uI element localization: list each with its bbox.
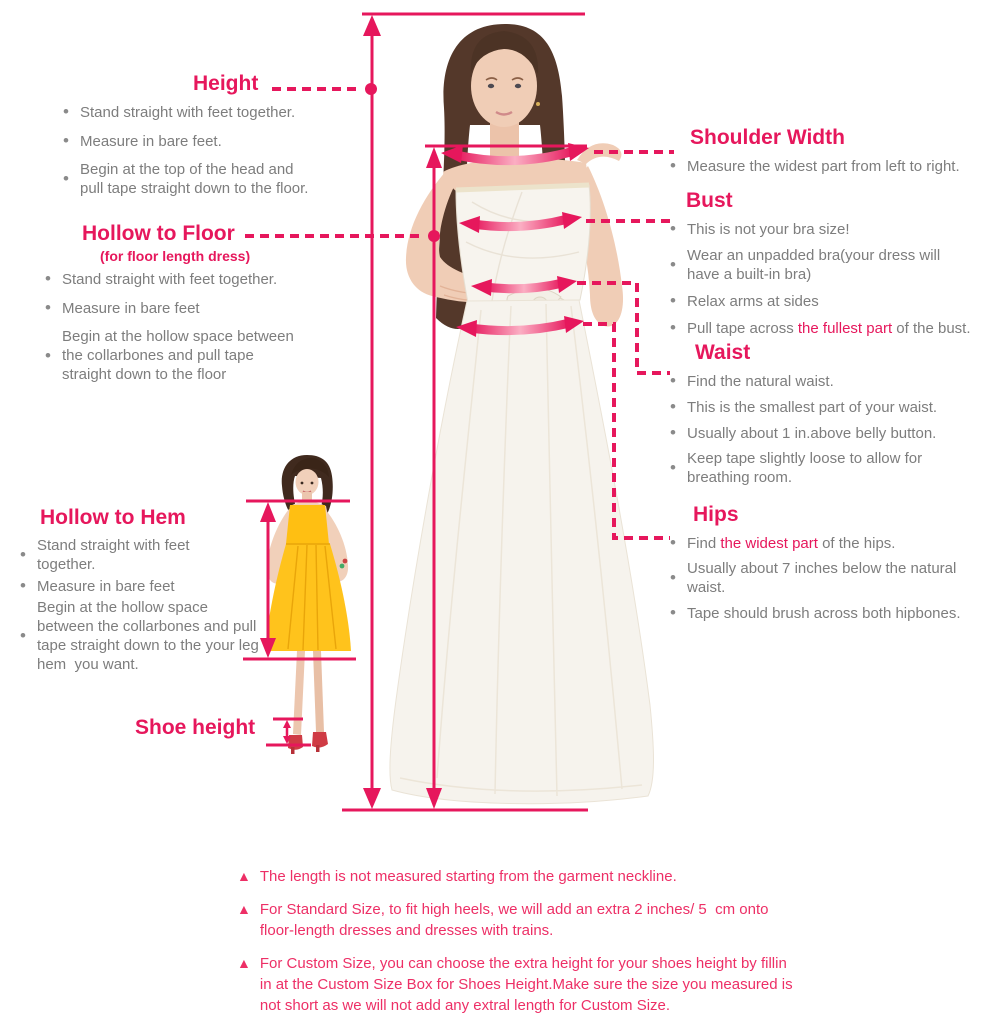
section-waist-bullets (670, 371, 998, 487)
bullet-text (687, 292, 819, 311)
section-shoulder-width-title: Shoulder Width (690, 126, 845, 149)
bullet-text (37, 598, 259, 674)
section-hollow-to-hem (20, 506, 282, 674)
bullet-item (670, 449, 998, 487)
bullet-text (62, 327, 294, 384)
waist-arrow (471, 276, 577, 296)
section-hollow-to-floor-bullets (45, 269, 357, 384)
text-segment: Measure the widest part from left to right. (687, 157, 960, 175)
bullet-item (670, 246, 998, 284)
text-segment: hem you want. (37, 656, 139, 673)
bullet-item (20, 536, 282, 574)
note-text (260, 953, 793, 1016)
bullet-dot-icon: • (670, 458, 676, 477)
section-hips-bullets (670, 533, 998, 623)
bullet-dot-icon: • (670, 533, 676, 552)
bullet-text (62, 299, 200, 318)
note-item (237, 866, 837, 887)
bullet-dot-icon: • (670, 219, 676, 238)
bullet-item (20, 598, 282, 674)
bullet-item (63, 102, 363, 122)
text-segment: Keep tape slightly loose to allow for (687, 450, 923, 467)
bust-arrow (459, 212, 582, 233)
bullet-item (670, 397, 998, 417)
bullet-dot-icon: • (20, 545, 26, 564)
note-text (260, 899, 769, 941)
section-height (63, 72, 363, 198)
section-shoe-height-title: Shoe height (135, 716, 256, 739)
text-segment: For Standard Size, to fit high heels, we will add an extra 2 inches/ 5 cm onto (259, 901, 769, 918)
text-segment: Stand straight with feet together. (62, 270, 278, 288)
text-segment: tape straight down to the your leg (37, 637, 259, 654)
text-segment: floor-length dresses and dresses with trains. (259, 922, 554, 939)
text-segment: Wear an unpadded bra(your dress will (687, 247, 941, 264)
bullet-dot-icon: • (63, 102, 69, 121)
section-shoe-height (135, 716, 255, 746)
bullet-dot-icon: • (63, 131, 69, 150)
text-segment: waist. (687, 579, 726, 596)
section-bust (670, 189, 998, 338)
section-hollow-to-floor (45, 222, 357, 384)
text-segment: Usually about 7 inches below the natural (687, 560, 957, 577)
note-item (237, 899, 837, 941)
bullet-item (45, 269, 357, 289)
text-segment: not short as we will not add any extral length for Custom Size. (259, 997, 671, 1014)
text-segment: breathing room. (687, 469, 793, 486)
highlighted-text: the widest part (720, 534, 818, 552)
bullet-item (670, 291, 998, 311)
text-segment: the collarbones and pull tape (62, 347, 254, 364)
bullet-text (37, 577, 175, 596)
warning-triangle-icon: ▲ (237, 868, 251, 884)
section-hips-title: Hips (693, 503, 739, 526)
bullet-dot-icon: • (63, 169, 69, 188)
text-segment: Measure in bare feet (62, 299, 200, 317)
bullet-dot-icon: • (670, 603, 676, 622)
bullet-item (63, 131, 363, 151)
text-segment: Measure in bare feet. (80, 132, 222, 150)
section-shoulder-width (670, 126, 998, 176)
shoulder-width-arrow (441, 143, 589, 163)
section-hollow-to-floor-title: Hollow to Floor (82, 222, 235, 245)
text-segment: This is not your bra size! (687, 220, 850, 238)
model-photo-main (390, 24, 654, 804)
waist-connector (577, 283, 670, 373)
bullet-text (687, 604, 961, 623)
text-segment: straight down to the floor (62, 366, 227, 383)
bullet-text (80, 132, 222, 151)
bullet-dot-icon: • (20, 576, 26, 595)
text-segment: Usually about 1 in.above belly button. (687, 424, 937, 442)
bullet-dot-icon: • (45, 298, 51, 317)
text-segment: of the bust. (892, 319, 971, 337)
text-segment: between the collarbones and pull (37, 618, 257, 635)
bullet-item (670, 533, 998, 553)
bullet-item (670, 318, 998, 338)
bullet-dot-icon: • (670, 156, 676, 175)
footer-notes (237, 866, 837, 1016)
section-shoulder-width-bullets (670, 156, 998, 176)
shoe-height-mark (266, 719, 311, 745)
bullet-item (670, 423, 998, 443)
section-bust-title: Bust (686, 189, 733, 212)
text-segment: Relax arms at sides (687, 292, 819, 310)
bullet-item (670, 371, 998, 391)
height-connector-dot (365, 83, 377, 95)
section-hollow-to-floor-subtitle: (for floor length dress) (100, 248, 251, 264)
text-segment: of the hips. (817, 534, 896, 552)
bullet-item (45, 327, 357, 384)
bullet-dot-icon: • (670, 568, 676, 587)
bullet-text (687, 424, 936, 443)
bullet-item (63, 160, 363, 198)
bullet-item (670, 603, 998, 623)
bullet-dot-icon: • (20, 626, 26, 645)
bullet-text (80, 160, 308, 198)
bullet-text (37, 536, 190, 574)
section-height-bullets (63, 102, 363, 198)
section-hips (670, 503, 998, 623)
bullet-text (687, 372, 834, 391)
text-segment: in at the Custom Size Box for Shoes Height.Make sure the size you measured is (259, 976, 793, 993)
hollow-connector-dot (428, 230, 440, 242)
bullet-item (670, 559, 998, 597)
bullet-dot-icon: • (670, 318, 676, 337)
text-segment: This is the smallest part of your waist. (687, 398, 938, 416)
bullet-text (687, 220, 850, 239)
section-hollow-to-hem-bullets (20, 536, 282, 674)
bullet-item (670, 156, 998, 176)
text-segment: Tape should brush across both hipbones. (687, 604, 961, 622)
text-segment: Stand straight with feet (37, 537, 190, 554)
warning-triangle-icon: ▲ (237, 955, 251, 971)
bullet-text (687, 157, 960, 176)
section-waist (670, 341, 998, 487)
text-segment: pull tape straight down to the floor. (80, 180, 309, 197)
section-hollow-to-hem-title: Hollow to Hem (40, 506, 186, 529)
text-segment: Find the natural waist. (687, 372, 834, 390)
text-segment: Begin at the top of the head and (80, 161, 294, 178)
bullet-text (62, 270, 277, 289)
bullet-text (687, 246, 940, 284)
bullet-text (687, 449, 922, 487)
bullet-text (687, 534, 895, 553)
hips-connector (583, 324, 670, 538)
section-height-title: Height (193, 72, 259, 95)
note-item (237, 953, 837, 1016)
bullet-item (20, 576, 282, 596)
text-segment: Begin at the hollow space between (62, 328, 294, 345)
section-bust-bullets (670, 219, 998, 338)
bullet-dot-icon: • (670, 397, 676, 416)
text-segment: The length is not measured starting from the garment neckline. (259, 868, 677, 885)
bullet-text (687, 319, 971, 338)
bullet-text (687, 398, 937, 417)
bullet-dot-icon: • (45, 345, 51, 365)
bullet-item (45, 298, 357, 318)
text-segment: together. (37, 556, 96, 573)
bullet-dot-icon: • (670, 371, 676, 390)
text-segment: Pull tape across (687, 319, 798, 337)
section-waist-title: Waist (695, 341, 751, 364)
bullet-text (80, 103, 295, 122)
bullet-dot-icon: • (670, 291, 676, 310)
warning-triangle-icon: ▲ (237, 901, 251, 917)
bullet-item (670, 219, 998, 239)
hips-arrow (456, 316, 584, 337)
text-segment: Begin at the hollow space (37, 599, 208, 616)
text-segment: Measure in bare feet (37, 577, 175, 595)
bullet-text (687, 559, 956, 597)
text-segment: Find (687, 534, 721, 552)
text-segment: For Custom Size, you can choose the extra height for your shoes height by fillin (259, 955, 787, 972)
text-segment: have a built-in bra) (687, 266, 812, 283)
note-text (260, 866, 677, 887)
text-segment: Stand straight with feet together. (80, 103, 296, 121)
bullet-dot-icon: • (670, 423, 676, 442)
highlighted-text: the fullest part (797, 319, 893, 337)
bullet-dot-icon: • (670, 255, 676, 274)
bullet-dot-icon: • (45, 269, 51, 288)
